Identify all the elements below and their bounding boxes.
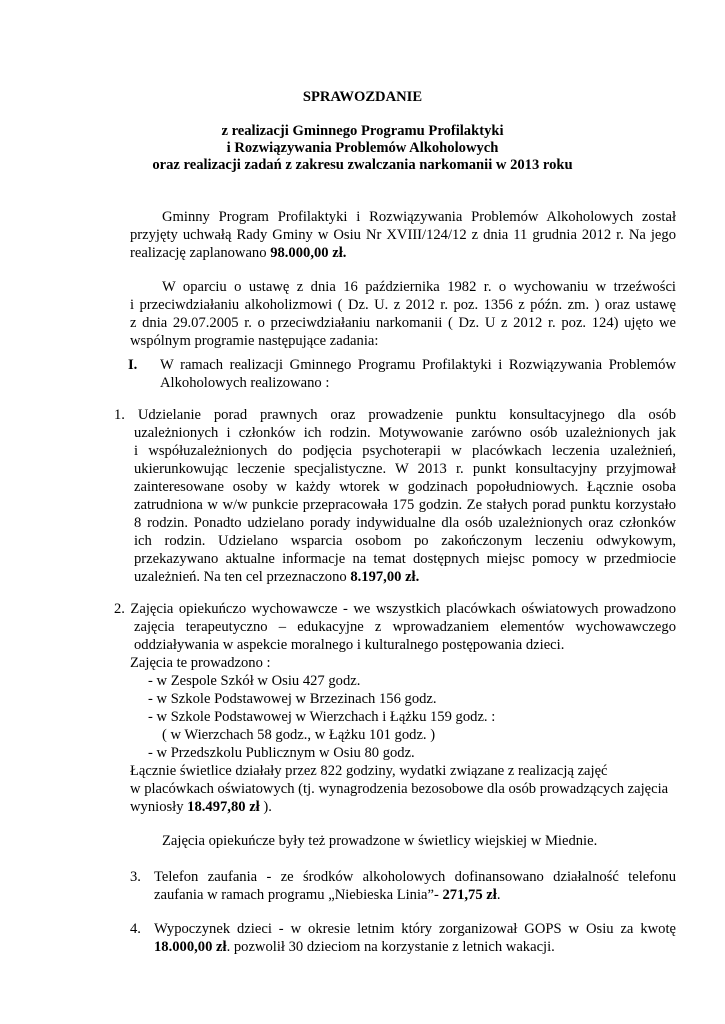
paragraph-1-line: przyjęty uchwałą Rady Gminy w Osiu Nr XVIII/124/12 z dnia 11 grudnia 2012 r. Na jego bbox=[130, 227, 676, 243]
item-1-line: zatrudniona w w/w punkcie przepracowała 175 godzin. Ze stałych porad punktu korzystało bbox=[134, 497, 676, 513]
item-1-line: przekazywano aktualne informacje na temat dostępnych miejsc pomocy w przedmiocie bbox=[134, 551, 676, 567]
list-item: - w Zespole Szkół w Osiu 427 godz. bbox=[148, 673, 361, 689]
item-1-amount: 8.197,00 zł. bbox=[350, 569, 420, 585]
paragraph-2-line: W oparciu o ustawę z dnia 16 października 1982 r. o wychowaniu w trzeźwości bbox=[162, 279, 676, 295]
item-2-intro: Zajęcia te prowadzono : bbox=[130, 655, 271, 671]
paragraph-2-line: wspólnym programie następujące zadania: bbox=[130, 333, 379, 349]
item-1-line: zainteresowane osoby w każdy wtorek w godzinach popołudniowych. Łącznie osoba bbox=[134, 479, 676, 495]
item-2-line: 2. Zajęcia opiekuńczo wychowawcze - we wszystkich placówkach oświatowych prowadzono bbox=[114, 601, 676, 617]
item-4-number: 4. bbox=[130, 921, 141, 937]
item-1-line: 8 rodzin. Ponadto udzielano porady indywidualne dla osób uzależnionych oraz członków bbox=[134, 515, 676, 531]
item-2-line: oddziaływania w aspekcie moralnego i kulturalnego postępowania dzieci. bbox=[134, 637, 565, 653]
item-2-summary-line: Łącznie świetlice działały przez 822 godziny, wydatki związane z realizacją zajęć bbox=[130, 763, 608, 779]
item-2-summary-line: w placówkach oświatowych (tj. wynagrodzenia bezosobowe dla osób prowadzących zajęcia bbox=[130, 781, 669, 797]
list-item: ( w Wierzchach 58 godz., w Łążku 101 godz. ) bbox=[162, 727, 436, 743]
item-4-line: Wypoczynek dzieci - w okresie letnim który zorganizował GOPS w Osiu za kwotę bbox=[154, 921, 676, 937]
subtitle-line: z realizacji Gminnego Programu Profilaktyki bbox=[221, 123, 504, 139]
item-1-line: uzależnionych i członków ich rodzin. Motywowanie zarówno osób uzależnionych jak bbox=[134, 425, 676, 441]
subtitle-line: oraz realizacji zadań z zakresu zwalczania narkomanii w 2013 roku bbox=[152, 157, 573, 173]
item-1-line: uzależnień. Na ten cel przeznaczono 8.197,00 zł. bbox=[134, 569, 420, 585]
subtitle-line: i Rozwiązywania Problemów Alkoholowych bbox=[226, 140, 499, 156]
item-1-line: 1. Udzielanie porad prawnych oraz prowadzenie punktu konsultacyjnego dla osób bbox=[114, 407, 676, 423]
item-2-amount: 18.497,80 zł bbox=[187, 799, 260, 815]
list-item: - w Szkole Podstawowej w Wierzchach i Łążku 159 godz. : bbox=[148, 709, 496, 725]
planned-amount: 98.000,00 zł. bbox=[270, 245, 347, 261]
section-1-line: W ramach realizacji Gminnego Programu Profilaktyki i Rozwiązywania Problemów bbox=[160, 357, 676, 373]
item-1-line: ukierunkowując leczenie specjalistyczne. W 2013 r. punkt konsultacyjny przyjmował bbox=[134, 461, 676, 477]
section-1-line: Alkoholowych realizowano : bbox=[160, 375, 330, 391]
list-item: - w Przedszkolu Publicznym w Osiu 80 godz. bbox=[148, 745, 415, 761]
item-1-line: i współuzależnionych do podjęcia psychoterapii w placówkach leczenia uzależnień, bbox=[134, 443, 676, 459]
paragraph-2-line: z dnia 29.07.2005 r. o przeciwdziałaniu narkomanii ( Dz. U z 2012 r. poz. 124) ujęto we bbox=[130, 315, 676, 331]
item-4-amount: 18.000,00 zł bbox=[154, 939, 227, 955]
paragraph-1-line: Gminny Program Profilaktyki i Rozwiązywania Problemów Alkoholowych został bbox=[162, 209, 676, 225]
item-3-number: 3. bbox=[130, 869, 141, 885]
list-item: - w Szkole Podstawowej w Brzezinach 156 godz. bbox=[148, 691, 437, 707]
item-3-line: zaufania w ramach programu „Niebieska Linia”- 271,75 zł. bbox=[154, 887, 501, 903]
item-2-line: zajęcia terapeutyczno – edukacyjne z wprowadzaniem elementów wychowawczego bbox=[134, 619, 676, 635]
item-3-amount: 271,75 zł bbox=[442, 887, 497, 903]
item-2-summary-line: wyniosły 18.497,80 zł ). bbox=[130, 799, 272, 815]
document-title: SPRAWOZDANIE bbox=[302, 89, 423, 105]
item-4-line: 18.000,00 zł. pozwolił 30 dzieciom na korzystanie z letnich wakacji. bbox=[154, 939, 555, 955]
section-numeral: I. bbox=[128, 357, 138, 373]
paragraph-1-line: realizację zaplanowano 98.000,00 zł. bbox=[130, 245, 347, 261]
item-2-note: Zajęcia opiekuńcze były też prowadzone w świetlicy wiejskiej w Miednie. bbox=[162, 833, 598, 849]
item-1-line: ich rodzin. Udzielano wsparcia osobom po zakończonym leczeniu odwykowym, bbox=[134, 533, 676, 549]
item-3-line: Telefon zaufania - ze środków alkoholowych dofinansowano działalność telefonu bbox=[154, 869, 676, 885]
paragraph-2-line: i przeciwdziałaniu alkoholizmowi ( Dz. U. z 2012 r. poz. 1356 z późn. zm. ) oraz ustawę bbox=[130, 297, 676, 313]
